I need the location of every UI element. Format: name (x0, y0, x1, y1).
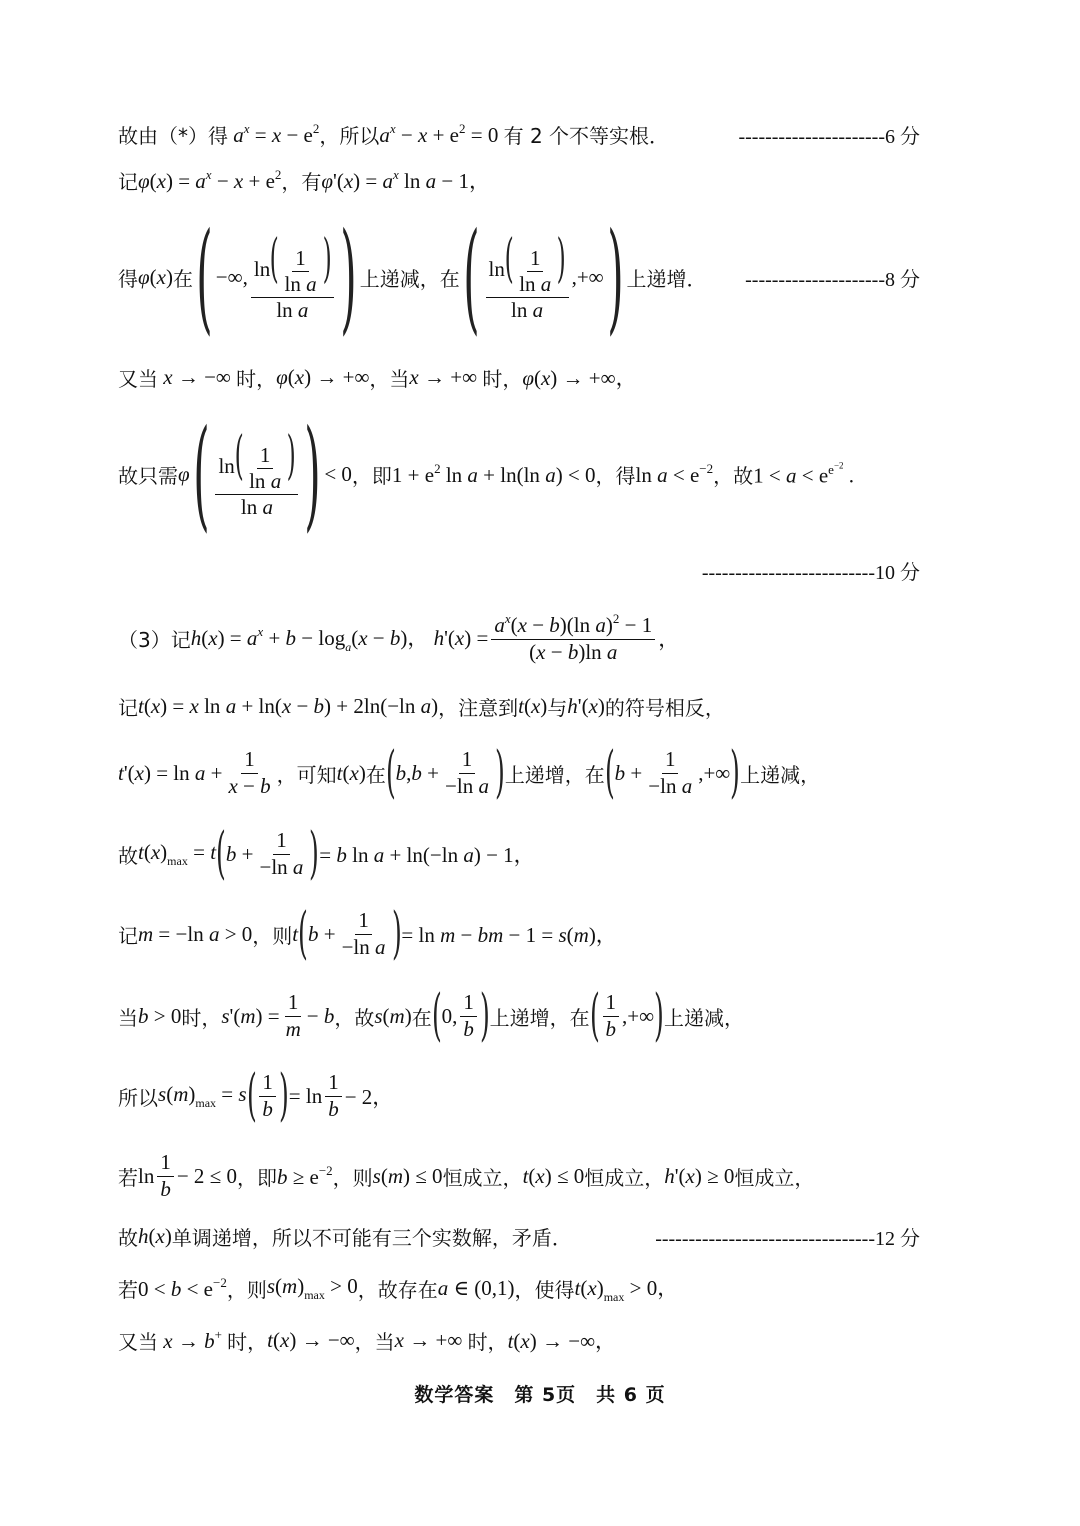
score-marker: ---------------------------------12 分 (655, 1227, 920, 1250)
text-segment: ，可知 (276, 762, 337, 787)
text-segment: 又当 (118, 366, 158, 391)
solution-line-17: 又当 x → b+ 时， t(x) → −∞ ，当 x → +∞ 时， t(x) → −∞， (118, 1326, 617, 1354)
fraction: ln( $\frac{1}{\text{ln a}}$ ) ln a (215, 430, 298, 519)
text-segment: ，当 (369, 366, 410, 391)
fraction: $\frac{a^x(x - b)(\ln a)^2 - 1}{\text{(x − b)ln a}}$ (491, 612, 655, 663)
text-segment: ，使得 (514, 1277, 575, 1302)
solution-line-10: 故 $t(x)_{max} = t$ ( b + $\frac{1}{\text{−ln a}}$ ) = b ln a + ln(−ln a) − 1， (118, 821, 535, 886)
text-segment: 上递减，在 (359, 267, 460, 291)
text-segment: 时， (236, 366, 277, 391)
text-segment: ，有 (281, 169, 322, 194)
equation: $\varphi(x) = a^x - x + e^2$ (138, 166, 282, 193)
text-segment: 上递增． (626, 267, 707, 291)
text-segment: ，则 (252, 923, 293, 948)
text-segment: 恒成立， (584, 1165, 665, 1190)
text-segment: ，则 (332, 1165, 373, 1190)
score-marker: --------------------------10 分 (701, 561, 920, 584)
text-segment: 时， (467, 1329, 508, 1354)
solution-line-9: t'(x) = ln a + $\frac{1}{x - b}$ ，可知 t(x) 在 ( b,b + $\frac{1}{\text{−ln a}}$ ) 上递增，在 ( b + $\frac{1}{\text{−ln a}}$ ,+∞ ) 上递减， (118, 740, 821, 805)
score-marker: ---------------------8 分 (745, 269, 920, 291)
solution-line-2 (118, 160, 920, 200)
text-segment: 时， (227, 1329, 268, 1354)
text-segment: ，即 (236, 1165, 277, 1190)
text-segment: 上递增，在 (489, 1005, 590, 1030)
text-segment: 上递增，在 (504, 762, 605, 787)
solution-line-6 (118, 550, 920, 590)
text-segment: 记 (118, 695, 138, 720)
solution-line-15: 故 h(x) 单调递增，所以不可能有三个实数解，矛盾． ---------------------------------12 分 (118, 1223, 920, 1250)
text-segment: ，即 (351, 464, 392, 488)
text-segment: 所以 (118, 1085, 158, 1110)
equation: φ(x) (138, 265, 173, 289)
solution-line-16: 若 $0 < b < e^{-2}$ ，则 $s(m)_{max} > 0$ ，故存在 a ∈ (0,1) ，使得 $t(x)_{max} > 0$， (118, 1273, 679, 1304)
equation: $a^x - x + e^2 = 0$ (379, 120, 504, 147)
text-segment: 记 (118, 923, 138, 948)
text-segment: ，注意到 (438, 695, 519, 720)
text-segment: 又当 (118, 1329, 158, 1354)
text-segment: 与 (547, 695, 568, 720)
text-segment: ，故 (713, 464, 754, 488)
text-segment: （3）记 (118, 627, 191, 652)
text-segment: ，故存在 (357, 1277, 438, 1302)
score-marker: ----------------------6 分 (738, 125, 920, 148)
solution-line-7: （3）记 $h(x) = a^x + b - \log_a(x - b)$， h'(x) = $\frac{a^x(x - b)(\ln a)^2 - 1}{\text{(x − b)ln a}}$ ， (118, 611, 680, 664)
solution-line-13: 所以 $s(m)_{max} = s$ ( $\frac{1}{b}$ ) = ln $\frac{1}{b}$ − 2， (118, 1063, 394, 1128)
text-segment: 时， (482, 366, 523, 391)
solution-line-12: 当 b > 0 时， s'(m) = $\frac{1}{m}$ − b ，故 s(m) 在 ( 0, $\frac{1}{b}$ ) 上递增，在 ( $\frac{1}{b}$ ,+∞ ) 上递减， (118, 983, 744, 1048)
text-segment: 得 (118, 267, 138, 291)
equation: $a^x = x - e^2$ (233, 120, 320, 147)
text-segment: 若 (118, 1165, 138, 1190)
solution-line-11: 记 m = −ln a > 0 ，则 t ( b + $\frac{1}{\text{−ln a}}$ ) = ln m − bm − 1 = s(m)， (118, 901, 617, 966)
text-segment: 故 (118, 1225, 138, 1250)
fraction: ln( $\frac{1}{\text{ln a}}$ ) ln a (486, 233, 569, 322)
text-segment: 在 (365, 762, 386, 787)
page-footer: 数学答案 第 5页 共 6 页 (414, 1384, 666, 1406)
solution-line-14: 若 ln $\frac{1}{b}$ − 2 ≤ 0 ，即 $b \ge e^{-2}$ ，则 s(m) ≤ 0 恒成立， t(x) ≤ 0 恒成立， h'(x) ≥ 0 恒成立， (118, 1150, 815, 1201)
text-segment: 在 (411, 1005, 432, 1030)
text-segment: ，得 (595, 464, 636, 488)
text-segment: 故由（*）得 (118, 123, 228, 148)
text-segment: 在 (172, 267, 193, 291)
text-segment: 故 (118, 843, 138, 868)
text-segment: 的符号相反， (604, 695, 725, 720)
text-segment: 故只需 (118, 464, 178, 488)
interval-1: −∞, (215, 265, 248, 289)
text-segment: 记 (118, 169, 138, 194)
solution-line-5: 故只需 φ ( ln( $\frac{1}{\text{ln a}}$ ) ln a ) < 0 ，即 $1 + e^2$ ln a + ln(ln a) < 0 ，得 $\ln a < e^{-2}$ ，故 $1 < a < e^{e^{-2}}$ . (118, 404, 855, 544)
solution-line-3: 得 φ(x) 在 ( −∞, ln( $\frac{1}{\text{ln a}}$ ) ln a ) 上递减，在 ( ln( $\frac{1}{\text{ln a}}$ ) ln a ,+∞ ) 上递增． ---------------------8 分 (118, 207, 920, 347)
text-segment: 时， (181, 1005, 222, 1030)
text-segment: 上递减， (740, 762, 821, 787)
text-segment: 上递减， (663, 1005, 744, 1030)
text-segment: 若 (118, 1277, 138, 1302)
text-segment: 当 (118, 1005, 138, 1030)
solution-line-8: 记 t(x) = x ln a + ln(x − b) + 2ln(−ln a) ，注意到 t(x) 与 h'(x) 的符号相反， (118, 693, 725, 720)
text-segment: 有 2 个不等实根． (503, 123, 670, 148)
text-segment: 恒成立， (442, 1165, 523, 1190)
text-segment: ，当 (354, 1329, 395, 1354)
fraction: ln( $\frac{1}{\text{ln a}}$ ) ln a (251, 233, 334, 322)
text-segment: ，所以 (319, 123, 380, 148)
equation: $\varphi'(x) = a^x$ ln a − 1， (321, 167, 490, 193)
solution-line-1 (118, 114, 920, 154)
solution-line-4: 又当 x → −∞ 时， φ(x) → +∞ ，当 x → +∞ 时， φ(x) → +∞， (118, 364, 637, 391)
text-segment: 恒成立， (734, 1165, 815, 1190)
text-segment: ，则 (226, 1277, 267, 1302)
text-segment: ，故 (334, 1005, 375, 1030)
text-segment: 单调递增，所以不可能有三个实数解，矛盾． (171, 1225, 572, 1250)
